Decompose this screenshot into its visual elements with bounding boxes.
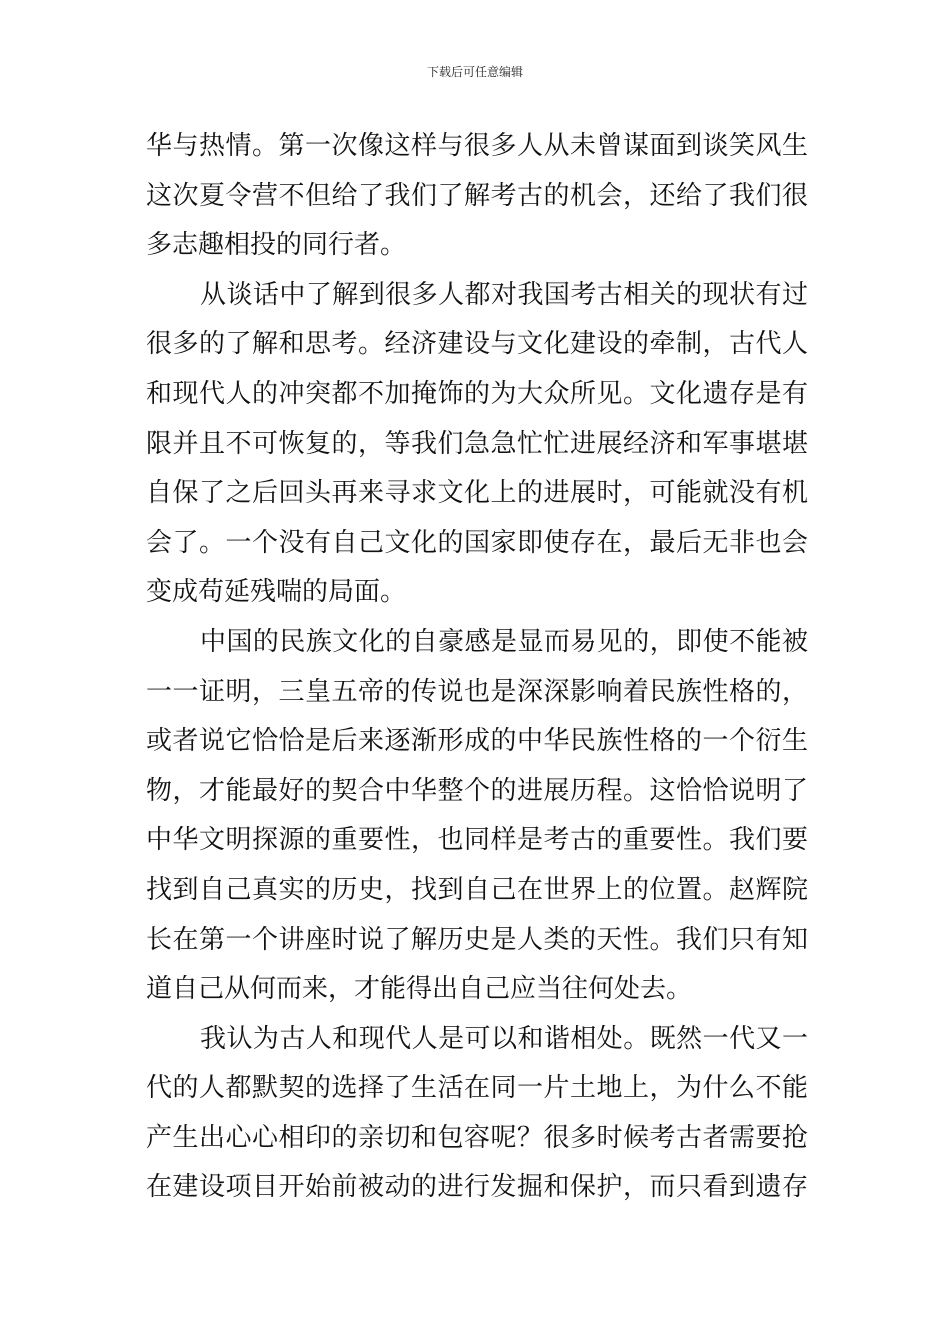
text-line: 很多的了解和思考。经济建设与文化建设的牵制，古代人 [146,329,808,360]
text-line: 一一证明，三皇五帝的传说也是深深影响着民族性格的， [146,676,808,707]
text-line: 找到自己真实的历史，找到自己在世界上的位置。赵辉院 [146,874,808,905]
text-line: 长在第一个讲座时说了解历史是人类的天性。我们只有知 [146,924,808,955]
text-line: 华与热情。第一次像这样与很多人从未曾谋面到谈笑风生 [146,131,808,161]
text-line: 自保了之后回头再来寻求文化上的进展时，可能就没有机 [146,478,808,509]
text-line: 在建设项目开始前被动的进行发掘和保护，而只看到遗存 [146,1172,808,1203]
text-line: 或者说它恰恰是后来逐渐形成的中华民族性格的一个衍生 [146,726,808,757]
text-line: 产生出心心相印的亲切和包容呢？很多时候考古者需要抢 [146,1122,808,1153]
page-header: 下载后可任意编辑 [426,65,523,79]
text-line: 从谈话中了解到很多人都对我国考古相关的现状有过 [200,279,808,310]
paragraph [146,1015,808,1213]
text-line: 我认为古人和现代人是可以和谐相处。既然一代又一 [200,1023,808,1054]
text-line: 多志趣相投的同行者。 [146,230,407,261]
text-line: 限并且不可恢复的，等我们急急忙忙进展经济和军事堪堪 [146,428,808,459]
text-line: 代的人都默契的选择了生活在同一片土地上，为什么不能 [146,1073,808,1104]
paragraph [146,618,808,1015]
text-line: 这次夏令营不但给了我们了解考古的机会，还给了我们很 [146,180,808,211]
paragraph [146,271,808,618]
text-line: 和现代人的冲突都不加掩饰的为大众所见。文化遗存是有 [146,378,808,409]
body-text [146,122,808,1213]
text-line: 会了。一个没有自己文化的国家即使存在，最后无非也会 [146,527,808,558]
text-line: 中国的民族文化的自豪感是显而易见的，即使不能被 [200,626,808,657]
paragraph [146,122,808,271]
text-line: 中华文明探源的重要性，也同样是考古的重要性。我们要 [146,825,808,856]
text-line: 道自己从何而来，才能得出自己应当往何处去。 [146,974,693,1005]
text-line: 物，才能最好的契合中华整个的进展历程。这恰恰说明了 [146,775,808,806]
text-line: 变成苟延残喘的局面。 [146,577,407,608]
